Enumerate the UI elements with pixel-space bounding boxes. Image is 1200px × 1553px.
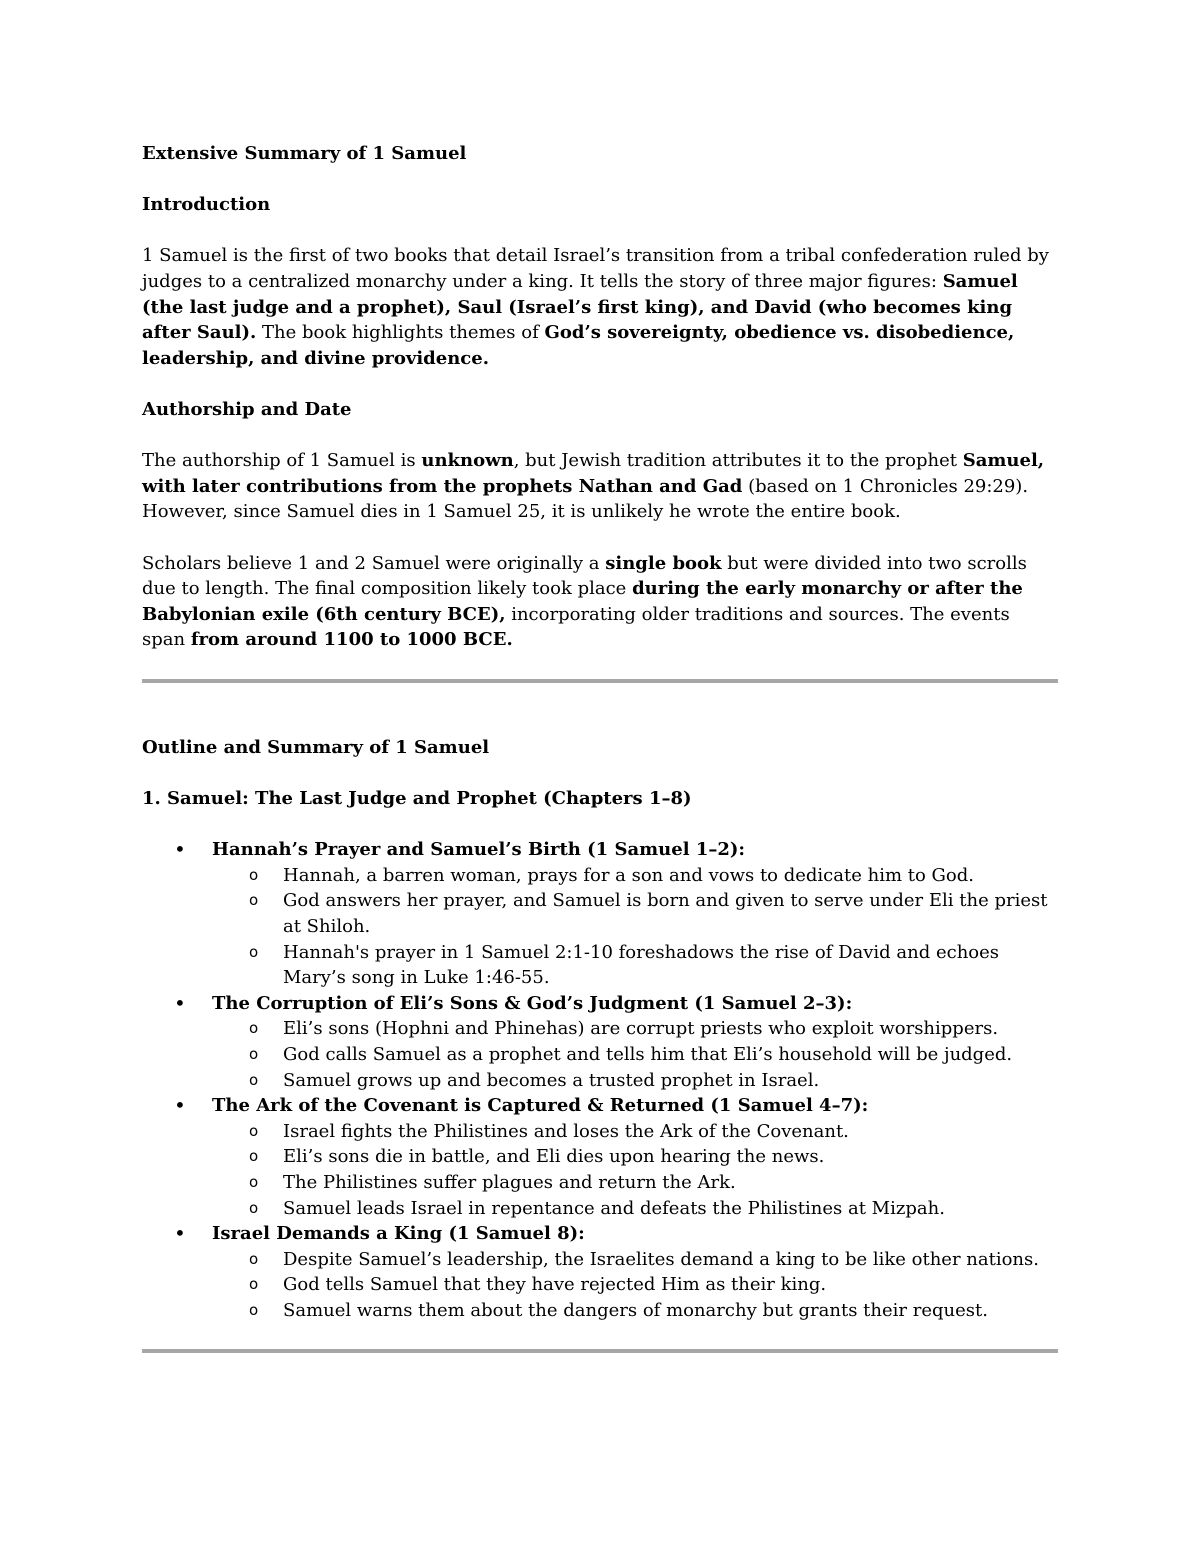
- outline-subitem-text: Israel fights the Philistines and loses the Ark of the Covenant.: [283, 1120, 849, 1142]
- auth-text-c: , but Jewish tradition attributes it to the prophet: [513, 450, 963, 472]
- outline-item: [142, 991, 1058, 1093]
- outline-subitem: [212, 888, 1058, 939]
- circle-bullet-icon: o: [249, 1198, 259, 1217]
- intro-paragraph: [142, 243, 1058, 371]
- bullet-icon: •: [174, 1093, 186, 1118]
- circle-bullet-icon: o: [249, 1300, 259, 1319]
- circle-bullet-icon: o: [249, 942, 259, 961]
- authorship-paragraph-2: [142, 551, 1058, 653]
- circle-bullet-icon: o: [249, 1019, 259, 1038]
- outline-subitem-text: Eli’s sons (Hophni and Phinehas) are corrupt priests who exploit worshippers.: [283, 1018, 999, 1040]
- intro-heading: Introduction: [142, 194, 271, 216]
- outline-sublist: [212, 863, 1058, 991]
- circle-bullet-icon: o: [249, 1045, 259, 1063]
- horizontal-rule: [142, 1349, 1058, 1353]
- auth-text-e: (based on 1 Chronicles 29:29). However, since Samuel dies in 1 Samuel 25, it is unlikely he wrote the entire book.: [142, 475, 1029, 523]
- outline-subitem: [212, 1016, 1058, 1042]
- outline-subitem: [212, 1068, 1058, 1094]
- outline-subitem: [212, 940, 1058, 991]
- section-heading-1: 1. Samuel: The Last Judge and Prophet (Chapters 1–8): [142, 788, 692, 810]
- outline-subitem: [212, 1247, 1058, 1273]
- outline-subitem-text: The Philistines suffer plagues and return the Ark.: [283, 1171, 736, 1193]
- auth2-text-a: Scholars believe 1 and 2 Samuel were originally a: [142, 552, 606, 574]
- outline-subitem-text: Samuel grows up and becomes a trusted prophet in Israel.: [283, 1069, 820, 1091]
- circle-bullet-icon: o: [249, 1172, 259, 1191]
- intro-text-c: The book highlights themes of: [256, 322, 545, 344]
- auth2-composition-date: during the early monarchy or after the Babylonian exile (6th century BCE),: [142, 578, 1023, 625]
- outline-subitem-text: God tells Samuel that they have rejected Him as their king.: [283, 1274, 827, 1296]
- bullet-icon: •: [174, 1221, 186, 1246]
- circle-bullet-icon: o: [249, 891, 259, 910]
- circle-bullet-icon: o: [249, 1070, 259, 1089]
- outline-subitem: [212, 863, 1058, 889]
- document-title: Extensive Summary of 1 Samuel: [142, 143, 467, 164]
- outline-subitem: [212, 1196, 1058, 1222]
- circle-bullet-icon: o: [249, 1121, 259, 1140]
- auth-prophets: Samuel, with later contributions from the prophets Nathan and Gad: [142, 450, 1045, 497]
- circle-bullet-icon: o: [249, 1147, 259, 1166]
- outline-item-title: The Ark of the Covenant is Captured & Returned (1 Samuel 4–7):: [212, 1095, 869, 1117]
- circle-bullet-icon: o: [249, 1275, 259, 1294]
- outline-list: [142, 837, 1058, 1323]
- outline-sublist: [212, 1016, 1058, 1093]
- outline-subitem: [212, 1144, 1058, 1170]
- intro-text-a: 1 Samuel is the first of two books that detail Israel’s transition from a tribal confederation ruled by judges to a centralized monarchy under a king. It tells the story of three major figures:: [142, 245, 1049, 292]
- auth-text-a: The authorship of 1 Samuel is: [142, 450, 422, 472]
- intro-figures: Samuel (the last judge and a prophet), Saul (Israel’s first king), and David (who becomes king after Saul).: [142, 270, 1018, 344]
- outline-subitem-text: Hannah's prayer in 1 Samuel 2:1-10 foreshadows the rise of David and echoes Mary’s song in Luke 1:46-55.: [283, 941, 1000, 989]
- outline-subitem-text: Despite Samuel’s leadership, the Israelites demand a king to be like other nations.: [283, 1248, 1039, 1270]
- outline-item: [142, 1093, 1058, 1221]
- auth2-single-book: single book: [605, 552, 722, 574]
- circle-bullet-icon: o: [249, 865, 259, 884]
- outline-subitem-text: Hannah, a barren woman, prays for a son and vows to dedicate him to God.: [283, 864, 974, 886]
- authorship-paragraph-1: [142, 448, 1058, 525]
- outline-subitem: [212, 1170, 1058, 1196]
- outline-subitem-text: Samuel leads Israel in repentance and defeats the Philistines at Mizpah.: [283, 1197, 945, 1219]
- outline-sublist: [212, 1247, 1058, 1324]
- outline-item: [142, 1221, 1058, 1323]
- outline-subitem: [212, 1298, 1058, 1324]
- outline-item-title: Hannah’s Prayer and Samuel’s Birth (1 Samuel 1–2):: [212, 839, 746, 861]
- outline-item-title: Israel Demands a King (1 Samuel 8):: [212, 1223, 585, 1245]
- auth2-text-c: but were divided into two scrolls due to length. The final composition likely took place: [142, 552, 1027, 600]
- outline-subitem-text: God calls Samuel as a prophet and tells him that Eli’s household will be judged.: [283, 1044, 1013, 1065]
- document-body: [142, 141, 1058, 1353]
- outline-subitem: [212, 1272, 1058, 1298]
- outline-subitem-text: God answers her prayer, and Samuel is born and given to serve under Eli the priest at Shiloh.: [283, 890, 1048, 938]
- outline-subitem: [212, 1042, 1058, 1068]
- auth2-text-e: incorporating older traditions and sources. The events span: [142, 603, 1010, 651]
- outline-item: [142, 837, 1058, 991]
- auth2-event-span: from around 1100 to 1000 BCE.: [190, 629, 513, 651]
- outline-subitem: [212, 1119, 1058, 1145]
- outline-item-title: The Corruption of Eli’s Sons & God’s Judgment (1 Samuel 2–3):: [212, 992, 853, 1014]
- outline-subitem-text: Eli’s sons die in battle, and Eli dies upon hearing the news.: [283, 1146, 825, 1168]
- outline-heading: Outline and Summary of 1 Samuel: [142, 736, 490, 758]
- authorship-heading: Authorship and Date: [142, 398, 352, 420]
- intro-themes: God’s sovereignty, obedience vs. disobedience, leadership, and divine providence.: [142, 322, 1015, 369]
- bullet-icon: •: [174, 990, 186, 1015]
- outline-subitem-text: Samuel warns them about the dangers of monarchy but grants their request.: [283, 1299, 988, 1321]
- circle-bullet-icon: o: [249, 1249, 259, 1268]
- bullet-icon: •: [174, 837, 186, 862]
- auth-unknown: unknown: [421, 450, 514, 472]
- outline-sublist: [212, 1119, 1058, 1221]
